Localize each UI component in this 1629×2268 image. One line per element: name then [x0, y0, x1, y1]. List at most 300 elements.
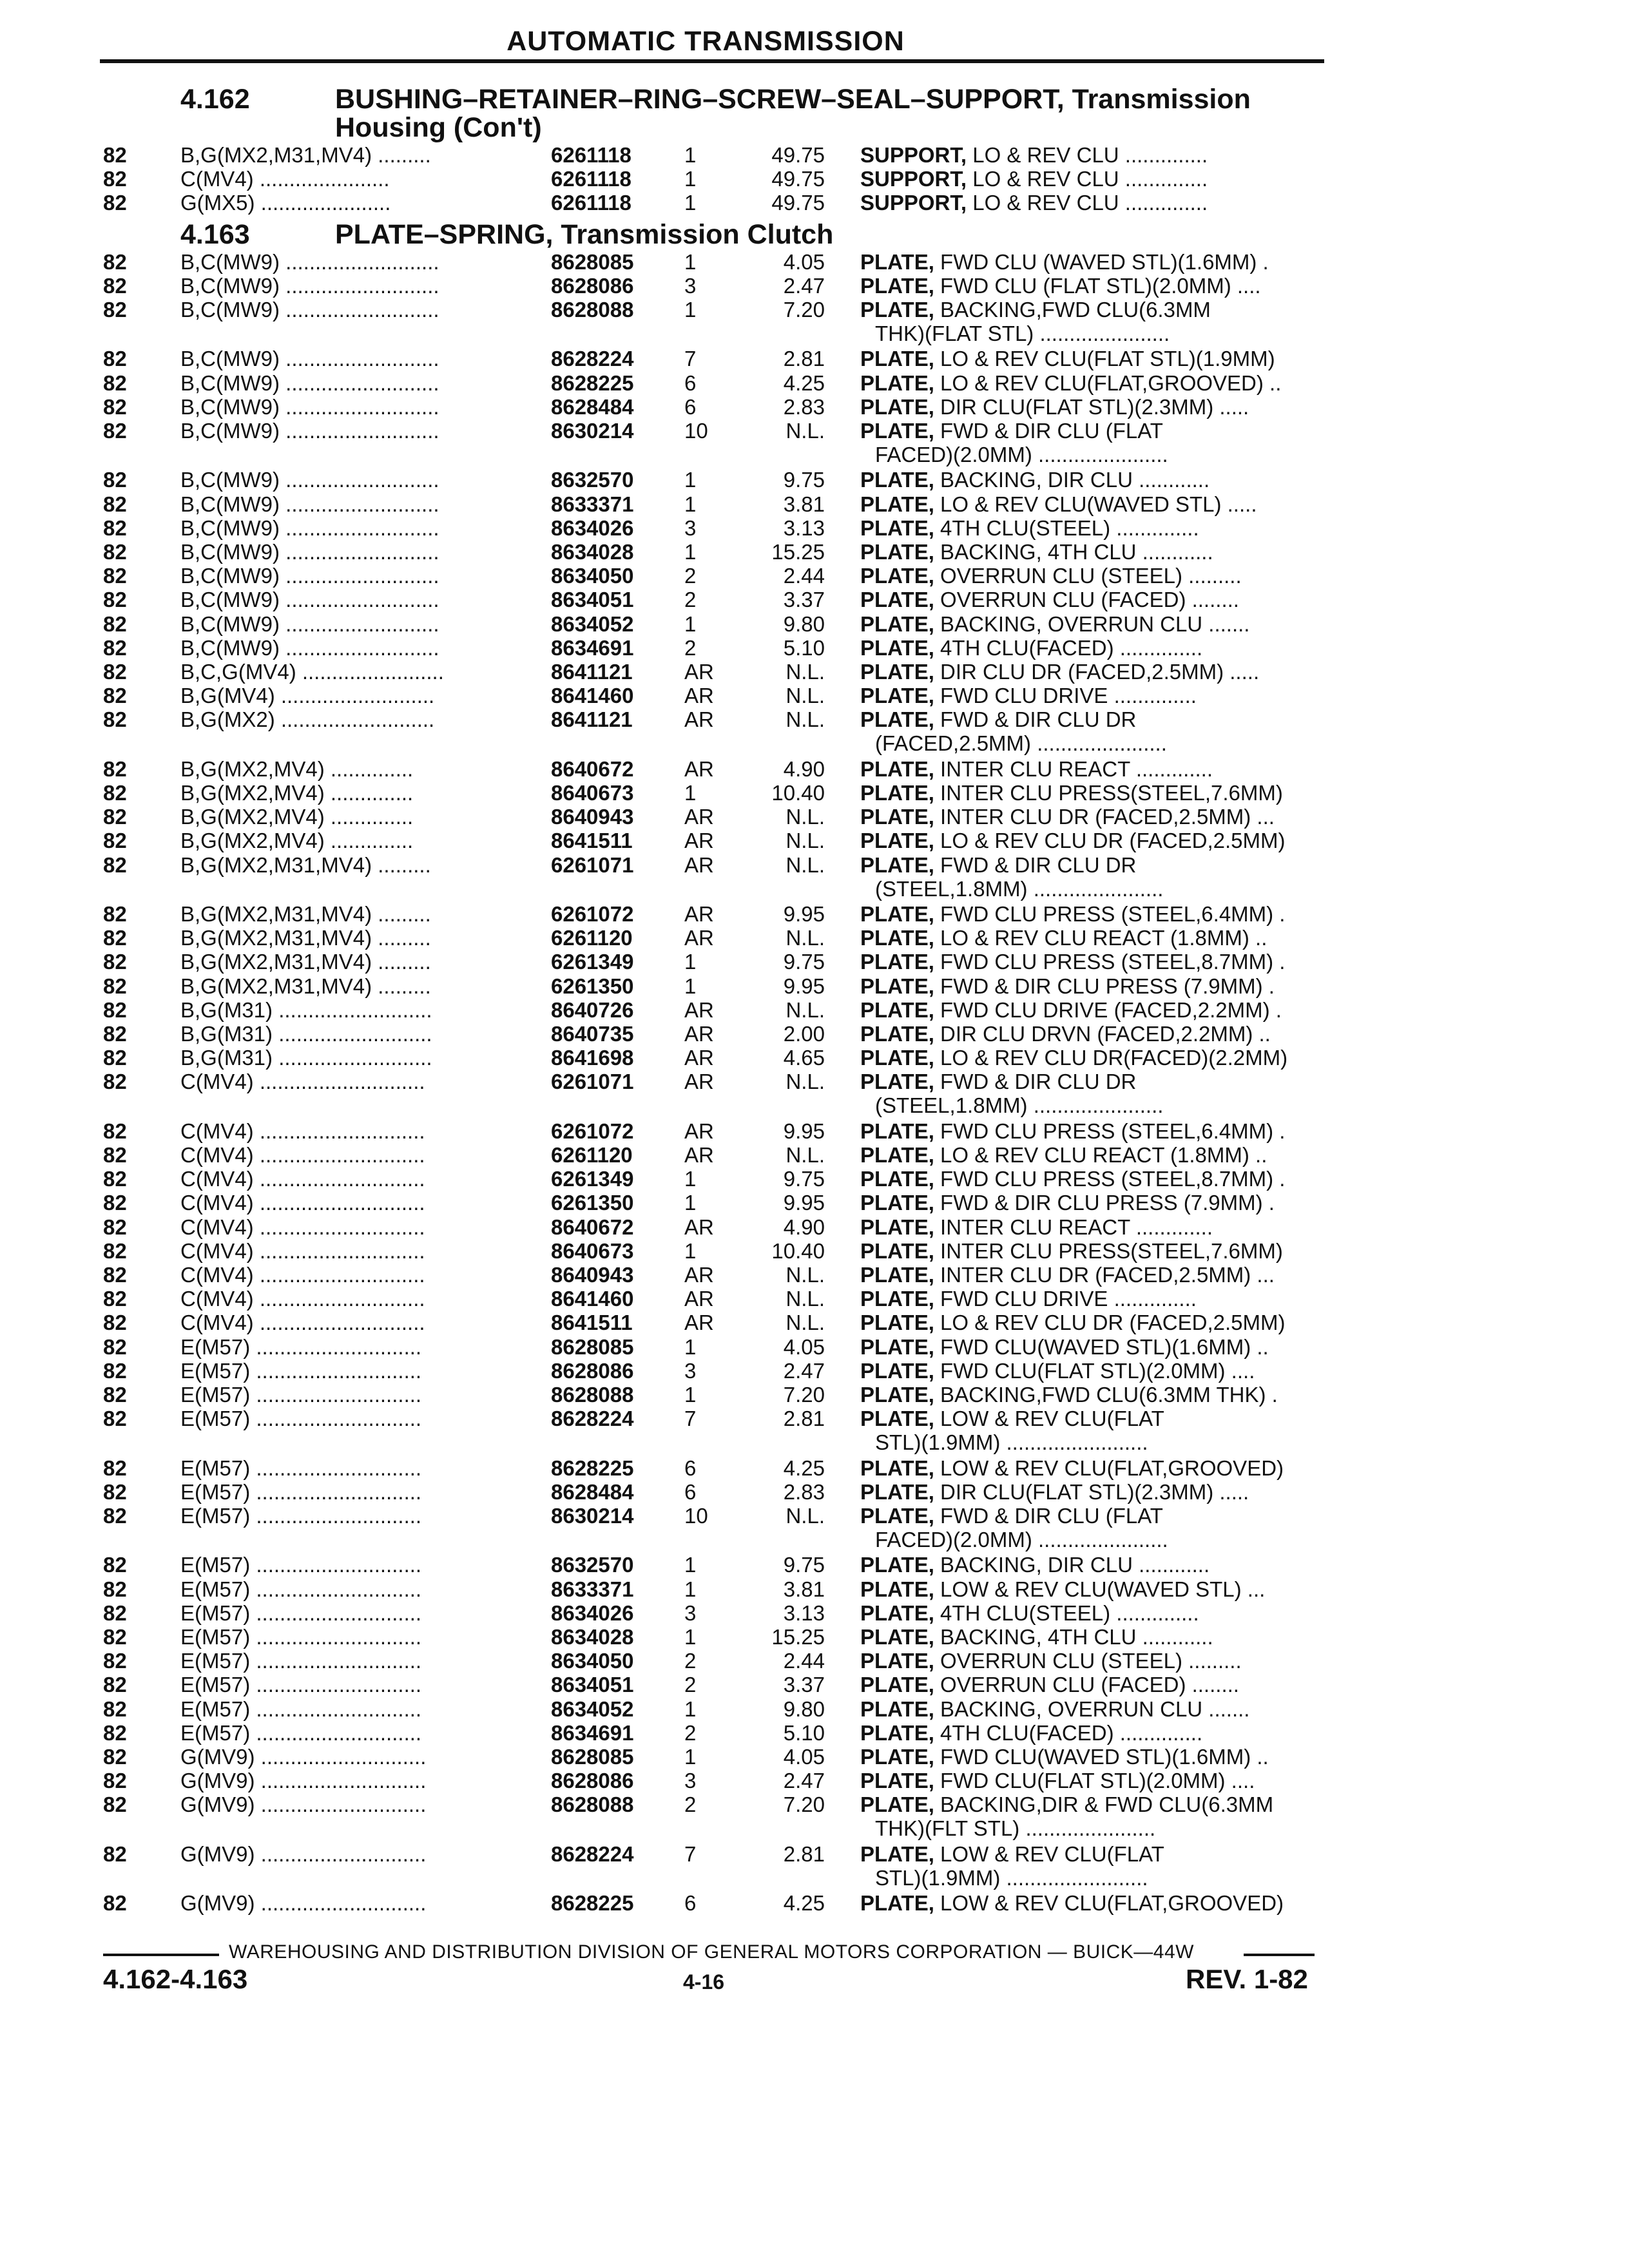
model-year: 82: [103, 1215, 127, 1239]
model-year: 82: [103, 298, 127, 322]
price: 3.81: [783, 492, 825, 516]
model-year: 82: [103, 167, 127, 191]
price: 9.75: [783, 950, 825, 974]
price: 4.05: [783, 1334, 825, 1359]
price: 9.75: [783, 1553, 825, 1577]
quantity: 3: [684, 273, 697, 298]
model-application: E(M57) ............................: [180, 1553, 422, 1577]
part-description: [860, 1263, 1334, 1287]
quantity: 1: [684, 1167, 697, 1191]
part-description-text: DIR CLU(FLAT STL)(2.3MM) .....: [934, 1479, 1249, 1504]
model-application: E(M57) ............................: [180, 1479, 422, 1504]
part-description-text: LO & REV CLU DR (FACED,2.5MM): [934, 829, 1286, 853]
price: N.L.: [786, 1311, 825, 1335]
parts-row: [0, 1792, 1353, 1841]
part-number: 8633371: [551, 492, 634, 516]
part-number: 8641511: [551, 829, 633, 853]
part-description-keyword: PLATE,: [860, 1769, 934, 1793]
part-description: [860, 902, 1334, 927]
quantity: 2: [684, 1720, 697, 1745]
part-number: 8633371: [551, 1577, 634, 1601]
part-number: 8628088: [551, 1792, 634, 1817]
price: 3.13: [783, 515, 825, 540]
price: 2.47: [783, 1358, 825, 1383]
part-number: 8634050: [551, 1649, 634, 1673]
quantity: 3: [684, 1358, 697, 1383]
parts-row: [0, 1383, 1353, 1407]
part-description-keyword: PLATE,: [860, 564, 934, 588]
part-number: 8632570: [551, 468, 634, 492]
price: 10.40: [771, 781, 825, 805]
part-description: [860, 1287, 1334, 1311]
model-year: 82: [103, 1769, 127, 1793]
part-description-keyword: PLATE,: [860, 1046, 934, 1070]
quantity: 6: [684, 1479, 697, 1504]
part-description: [860, 829, 1334, 853]
model-application: E(M57) ............................: [180, 1696, 422, 1721]
part-description-keyword: PLATE,: [860, 492, 934, 516]
model-application: B,C(MW9) ..........................: [180, 611, 439, 636]
part-description-text: LO & REV CLU(FLAT,GROOVED) ..: [934, 370, 1282, 395]
part-number: 8628225: [551, 1456, 634, 1480]
part-description: [860, 1792, 1334, 1817]
part-description-keyword: PLATE,: [860, 1334, 934, 1359]
quantity: AR: [684, 707, 714, 732]
quantity: 1: [684, 781, 697, 805]
model-year: 82: [103, 1046, 127, 1070]
part-description-text: FWD CLU PRESS (STEEL,6.4MM) .: [934, 902, 1286, 926]
quantity: 2: [684, 1649, 697, 1673]
part-description-keyword: PLATE,: [860, 756, 934, 781]
quantity: 1: [684, 191, 697, 215]
price: 2.44: [783, 1649, 825, 1673]
parts-row: [0, 1119, 1353, 1143]
page-header-title: AUTOMATIC TRANSMISSION: [506, 26, 905, 57]
part-description-keyword: PLATE,: [860, 902, 934, 926]
part-number: 8634051: [551, 588, 634, 612]
parts-row: [0, 167, 1353, 191]
model-year: 82: [103, 515, 127, 540]
part-description: [860, 1407, 1334, 1431]
part-description: [860, 1359, 1334, 1383]
footer-revision: REV. 1-82: [1186, 1964, 1308, 1994]
part-number: 8634026: [551, 1600, 634, 1625]
model-application: G(MV9) ............................: [180, 1841, 427, 1866]
model-year: 82: [103, 1287, 127, 1311]
quantity: 1: [684, 1577, 697, 1601]
part-number: 8628224: [551, 347, 634, 371]
part-description: [860, 805, 1334, 829]
quantity: 1: [684, 1191, 697, 1215]
price: 4.90: [783, 1215, 825, 1239]
quantity: 2: [684, 564, 697, 588]
parts-row: [0, 1841, 1353, 1890]
parts-row: [0, 492, 1353, 516]
part-number: 6261118: [551, 167, 631, 191]
parts-row: [0, 395, 1353, 419]
quantity: 1: [684, 1553, 697, 1577]
quantity: 6: [684, 1891, 697, 1916]
price: 2.81: [783, 1407, 825, 1431]
model-application: B,C(MW9) ..........................: [180, 492, 439, 516]
part-description: [860, 1143, 1334, 1168]
part-description: [860, 1504, 1334, 1528]
model-application: B,C(MW9) ..........................: [180, 298, 439, 322]
parts-row: [0, 1456, 1353, 1480]
quantity: AR: [684, 1070, 714, 1094]
parts-row: [0, 540, 1353, 564]
part-description-text: 4TH CLU(STEEL) ..............: [934, 1600, 1199, 1625]
quantity: 1: [684, 298, 697, 322]
part-description-keyword: PLATE,: [860, 1311, 934, 1335]
model-year: 82: [103, 1383, 127, 1407]
quantity: 2: [684, 588, 697, 612]
price: 2.44: [783, 564, 825, 588]
price: N.L.: [786, 660, 825, 684]
model-application: B,C(MW9) ..........................: [180, 635, 439, 660]
model-application: C(MV4) ............................: [180, 1070, 425, 1094]
part-number: 8634050: [551, 564, 634, 588]
model-application: B,C(MW9) ..........................: [180, 347, 439, 371]
part-description-text: FWD CLU DRIVE ..............: [934, 1287, 1197, 1311]
model-application: B,C(MW9) ..........................: [180, 515, 439, 540]
model-application: C(MV4) ............................: [180, 1167, 425, 1191]
part-number: 8641121: [551, 660, 633, 684]
part-description: [860, 926, 1334, 950]
part-description-continued: STL)(1.9MM) ........................: [875, 1430, 1148, 1455]
part-description-keyword: PLATE,: [860, 298, 934, 322]
part-description: [860, 1891, 1334, 1916]
part-number: 8641511: [551, 1311, 633, 1335]
part-description: [860, 636, 1334, 660]
part-description-text: LO & REV CLU REACT (1.8MM) ..: [934, 926, 1268, 950]
part-description-keyword: PLATE,: [860, 1119, 934, 1143]
part-description-text: FWD CLU (WAVED STL)(1.6MM) .: [934, 249, 1269, 274]
part-description: [860, 1721, 1334, 1745]
part-description-keyword: PLATE,: [860, 1238, 934, 1263]
part-description-text: BACKING,FWD CLU(6.3MM: [934, 298, 1211, 322]
part-description: [860, 1697, 1334, 1722]
model-year: 82: [103, 143, 127, 167]
model-year: 82: [103, 1649, 127, 1673]
parts-row: [0, 1263, 1353, 1287]
model-application: C(MV4) ............................: [180, 1238, 425, 1263]
price: N.L.: [786, 1504, 825, 1528]
model-application: E(M57) ............................: [180, 1577, 422, 1601]
part-description-keyword: PLATE,: [860, 347, 934, 371]
part-description-text: FWD & DIR CLU (FLAT: [934, 419, 1163, 443]
parts-row: [0, 298, 1353, 345]
model-year: 82: [103, 805, 127, 829]
price: 15.25: [771, 1625, 825, 1649]
quantity: 1: [684, 1625, 697, 1649]
model-year: 82: [103, 1673, 127, 1697]
model-year: 82: [103, 1334, 127, 1359]
part-number: 8634691: [551, 635, 634, 660]
part-number: 8634028: [551, 1625, 634, 1649]
part-description: [860, 395, 1334, 419]
part-description: [860, 1553, 1334, 1577]
parts-row: [0, 143, 1353, 167]
part-description-keyword: PLATE,: [860, 805, 934, 829]
part-number: 6261072: [551, 902, 634, 926]
model-year: 82: [103, 492, 127, 516]
part-description-text: BACKING, OVERRUN CLU .......: [934, 611, 1250, 636]
part-description-text: FWD & DIR CLU DR: [934, 1070, 1137, 1094]
section-heading: BUSHING–RETAINER–RING–SCREW–SEAL–SUPPORT, Transmission: [335, 84, 1251, 115]
model-application: B,G(M31) ..........................: [180, 1022, 432, 1046]
section-number: 4.163: [180, 218, 250, 250]
part-description: [860, 540, 1334, 564]
part-number: 6261071: [551, 852, 634, 877]
model-year: 82: [103, 1479, 127, 1504]
model-application: E(M57) ............................: [180, 1600, 422, 1625]
parts-row: [0, 1649, 1353, 1673]
quantity: AR: [684, 1046, 714, 1070]
model-year: 82: [103, 781, 127, 805]
part-description-keyword: SUPPORT,: [860, 143, 967, 167]
part-description-keyword: PLATE,: [860, 468, 934, 492]
part-description-text: INTER CLU DR (FACED,2.5MM) ...: [934, 805, 1275, 829]
model-application: B,C(MW9) ..........................: [180, 394, 439, 419]
part-description-keyword: PLATE,: [860, 1383, 934, 1407]
part-description-keyword: PLATE,: [860, 1673, 934, 1697]
model-year: 82: [103, 347, 127, 371]
part-description-text: INTER CLU PRESS(STEEL,7.6MM): [934, 1238, 1283, 1263]
part-description: [860, 1649, 1334, 1673]
model-application: C(MV4) ............................: [180, 1311, 425, 1335]
model-application: B,G(MX2,M31,MV4) .........: [180, 926, 431, 950]
part-description-keyword: PLATE,: [860, 1456, 934, 1480]
part-number: 8634052: [551, 611, 634, 636]
model-application: B,G(MX2,MV4) ..............: [180, 756, 414, 781]
part-description-continued: (STEEL,1.8MM) ......................: [875, 1093, 1164, 1118]
model-year: 82: [103, 1191, 127, 1215]
part-description-text: LOW & REV CLU(WAVED STL) ...: [934, 1577, 1266, 1601]
part-number: 8634052: [551, 1696, 634, 1721]
parts-row: [0, 468, 1353, 492]
quantity: 2: [684, 1673, 697, 1697]
model-application: B,C,G(MV4) ........................: [180, 660, 444, 684]
part-description-text: FWD & DIR CLU PRESS (7.9MM) .: [934, 974, 1275, 998]
section-heading-continued: Housing (Con't): [335, 112, 542, 143]
quantity: 1: [684, 1238, 697, 1263]
model-application: C(MV4) ......................: [180, 167, 390, 191]
part-description: [860, 588, 1334, 612]
part-number: 8641460: [551, 684, 634, 708]
quantity: 7: [684, 1407, 697, 1431]
part-description: [860, 1191, 1334, 1215]
price: N.L.: [786, 1263, 825, 1287]
part-number: 8632570: [551, 1553, 634, 1577]
part-description-keyword: PLATE,: [860, 1600, 934, 1625]
price: 15.25: [771, 540, 825, 564]
part-description: [860, 1601, 1334, 1626]
model-application: E(M57) ............................: [180, 1383, 422, 1407]
part-description-text: DIR CLU DR (FACED,2.5MM) .....: [934, 660, 1260, 684]
part-description: [860, 1769, 1334, 1793]
quantity: 2: [684, 635, 697, 660]
part-description-continued: FACED)(2.0MM) ......................: [875, 443, 1168, 466]
model-year: 82: [103, 273, 127, 298]
model-application: B,G(MX2,M31,MV4) .........: [180, 143, 431, 167]
part-description-keyword: PLATE,: [860, 974, 934, 998]
price: N.L.: [786, 419, 825, 443]
part-description: [860, 371, 1334, 396]
part-description-keyword: PLATE,: [860, 273, 934, 298]
part-description-keyword: PLATE,: [860, 1215, 934, 1239]
parts-row: [0, 1769, 1353, 1792]
model-year: 82: [103, 1407, 127, 1431]
part-description: [860, 1383, 1334, 1407]
price: 4.90: [783, 756, 825, 781]
part-description-keyword: PLATE,: [860, 1358, 934, 1383]
part-description: [860, 1215, 1334, 1240]
price: 4.05: [783, 1745, 825, 1769]
part-number: 8634051: [551, 1673, 634, 1697]
part-description-continued: (FACED,2.5MM) ......................: [875, 731, 1167, 756]
part-description-keyword: PLATE,: [860, 1891, 934, 1916]
part-description-keyword: PLATE,: [860, 249, 934, 274]
price: 5.10: [783, 1720, 825, 1745]
part-description-keyword: PLATE,: [860, 1504, 934, 1528]
quantity: AR: [684, 1143, 714, 1167]
part-description: [860, 1335, 1334, 1360]
price: 7.20: [783, 1792, 825, 1817]
parts-row: [0, 371, 1353, 395]
part-description-text: FWD CLU (FLAT STL)(2.0MM) ....: [934, 273, 1261, 298]
part-number: 8640673: [551, 781, 634, 805]
quantity: 1: [684, 167, 697, 191]
model-year: 82: [103, 1119, 127, 1143]
model-year: 82: [103, 1625, 127, 1649]
quantity: AR: [684, 852, 714, 877]
part-number: 8640673: [551, 1238, 634, 1263]
part-description-text: FWD CLU(FLAT STL)(2.0MM) ....: [934, 1358, 1255, 1383]
quantity: AR: [684, 684, 714, 708]
quantity: 1: [684, 143, 697, 167]
part-description-keyword: SUPPORT,: [860, 191, 967, 215]
part-description-text: FWD CLU PRESS (STEEL,8.7MM) .: [934, 1167, 1286, 1191]
part-description-keyword: PLATE,: [860, 1407, 934, 1431]
model-year: 82: [103, 249, 127, 274]
parts-row: [0, 757, 1353, 781]
quantity: AR: [684, 926, 714, 950]
parts-row: [0, 1577, 1353, 1601]
quantity: AR: [684, 756, 714, 781]
part-number: 8630214: [551, 1504, 634, 1528]
part-description-keyword: PLATE,: [860, 950, 934, 974]
price: 49.75: [771, 191, 825, 215]
part-description-text: INTER CLU PRESS(STEEL,7.6MM): [934, 781, 1283, 805]
quantity: 1: [684, 492, 697, 516]
model-application: C(MV4) ............................: [180, 1215, 425, 1239]
part-description-text: BACKING, 4TH CLU ............: [934, 540, 1213, 564]
model-year: 82: [103, 1143, 127, 1167]
part-description: [860, 1456, 1334, 1481]
part-number: 8628085: [551, 1745, 634, 1769]
model-year: 82: [103, 902, 127, 926]
parts-row: [0, 1891, 1353, 1915]
parts-row: [0, 191, 1353, 215]
part-description: [860, 998, 1334, 1023]
parts-row: [0, 829, 1353, 852]
model-application: B,C(MW9) ..........................: [180, 370, 439, 395]
part-description: [860, 250, 1334, 274]
price: N.L.: [786, 1143, 825, 1167]
model-application: E(M57) ............................: [180, 1673, 422, 1697]
part-number: 8628224: [551, 1841, 634, 1866]
quantity: AR: [684, 1119, 714, 1143]
model-application: B,C(MW9) ..........................: [180, 588, 439, 612]
part-description-keyword: PLATE,: [860, 1553, 934, 1577]
part-number: 6261118: [551, 191, 631, 215]
model-year: 82: [103, 468, 127, 492]
part-description: [860, 298, 1334, 322]
quantity: 1: [684, 540, 697, 564]
part-description-continued: (STEEL,1.8MM) ......................: [875, 876, 1164, 901]
part-number: 8628086: [551, 1769, 634, 1793]
part-description: [860, 1022, 1334, 1046]
part-description-keyword: PLATE,: [860, 1287, 934, 1311]
parts-row: [0, 1407, 1353, 1455]
model-year: 82: [103, 1577, 127, 1601]
model-year: 82: [103, 564, 127, 588]
model-application: C(MV4) ............................: [180, 1263, 425, 1287]
part-description-text: BACKING,DIR & FWD CLU(6.3MM: [934, 1792, 1274, 1817]
model-year: 82: [103, 1238, 127, 1263]
part-description-text: FWD & DIR CLU DR: [934, 707, 1137, 732]
price: 2.83: [783, 1479, 825, 1504]
part-description: [860, 1167, 1334, 1191]
quantity: AR: [684, 1287, 714, 1311]
model-year: 82: [103, 926, 127, 950]
model-year: 82: [103, 997, 127, 1022]
part-description: [860, 1625, 1334, 1649]
part-description-keyword: PLATE,: [860, 1745, 934, 1769]
model-year: 82: [103, 1504, 127, 1528]
model-year: 82: [103, 540, 127, 564]
quantity: 6: [684, 1456, 697, 1480]
part-description-text: FWD CLU(WAVED STL)(1.6MM) ..: [934, 1334, 1269, 1359]
model-application: E(M57) ............................: [180, 1720, 422, 1745]
quantity: 6: [684, 394, 697, 419]
parts-row: [0, 1745, 1353, 1769]
model-application: B,G(MX2,M31,MV4) .........: [180, 950, 431, 974]
price: N.L.: [786, 852, 825, 877]
model-year: 82: [103, 1720, 127, 1745]
price: 2.00: [783, 1022, 825, 1046]
model-application: B,G(MX2,MV4) ..............: [180, 829, 414, 853]
model-application: E(M57) ............................: [180, 1456, 422, 1480]
part-number: 8628088: [551, 1383, 634, 1407]
part-description-keyword: PLATE,: [860, 419, 934, 443]
model-year: 82: [103, 1022, 127, 1046]
quantity: 3: [684, 1600, 697, 1625]
part-description-keyword: PLATE,: [860, 1625, 934, 1649]
part-description-text: FWD CLU DRIVE ..............: [934, 684, 1197, 708]
model-application: G(MV9) ............................: [180, 1769, 427, 1793]
quantity: 10: [684, 1504, 708, 1528]
part-description-text: LO & REV CLU ..............: [967, 143, 1208, 167]
parts-row: [0, 1070, 1353, 1118]
parts-row: [0, 1143, 1353, 1167]
part-number: 8628086: [551, 1358, 634, 1383]
quantity: 1: [684, 950, 697, 974]
part-number: 6261118: [551, 143, 631, 167]
parts-row: [0, 1287, 1353, 1311]
part-description: [860, 1239, 1334, 1264]
